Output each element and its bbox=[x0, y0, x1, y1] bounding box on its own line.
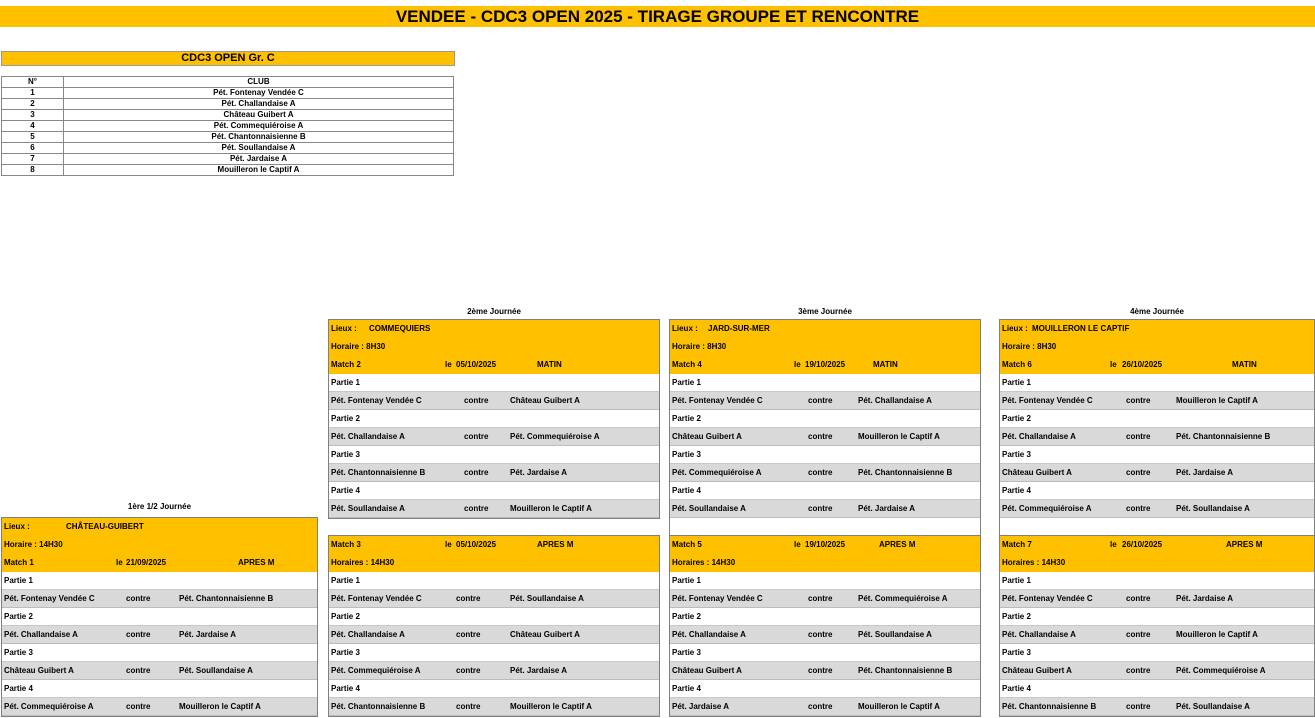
contre-label: contre bbox=[456, 702, 481, 711]
horaire-value: Horaire : 8H30 bbox=[672, 342, 727, 351]
team-b: Pét. Jardaise A bbox=[1176, 468, 1234, 477]
horaire-row bbox=[2, 536, 317, 554]
horaire-value: Horaire : 8H30 bbox=[1002, 342, 1057, 351]
club-name: Pét. Commequiéroise A bbox=[64, 121, 454, 132]
game-row bbox=[2, 698, 317, 716]
team-a: Pét. Fontenay Vendée C bbox=[331, 396, 422, 405]
partie-row bbox=[670, 446, 980, 464]
table-row bbox=[2, 121, 454, 132]
journee-2-title: 2ème Journée bbox=[467, 307, 521, 316]
team-b: Pét. Jardaise A bbox=[179, 630, 237, 639]
partie-row bbox=[670, 644, 980, 662]
lieux-label: Lieux : bbox=[672, 324, 698, 333]
club-name: Pét. Soullandaise A bbox=[64, 143, 454, 154]
game-row bbox=[670, 590, 980, 608]
team-b: Pét. Soullandaise A bbox=[179, 666, 253, 675]
partie-label: Partie 4 bbox=[331, 486, 360, 495]
horaire-value: Horaires : 14H30 bbox=[1002, 558, 1066, 567]
lieux-value: CHÂTEAU-GUIBERT bbox=[66, 522, 144, 531]
journee-2-afternoon-panel bbox=[328, 535, 660, 717]
contre-label: contre bbox=[456, 666, 481, 675]
match-date: 19/10/2025 bbox=[805, 360, 846, 369]
team-a: Pét. Chantonnaisienne B bbox=[1002, 702, 1097, 711]
game-row bbox=[670, 500, 980, 518]
table-row bbox=[2, 143, 454, 154]
game-row bbox=[670, 662, 980, 680]
match-period: APRES M bbox=[1226, 540, 1263, 549]
team-b: Mouilleron le Captif A bbox=[510, 504, 592, 513]
journee-1-panel bbox=[1, 517, 318, 717]
match-label: Match 4 bbox=[672, 360, 702, 369]
team-a: Château Guibert A bbox=[4, 666, 74, 675]
club-num: 2 bbox=[2, 99, 64, 110]
table-row bbox=[2, 110, 454, 121]
club-name: Pét. Challandaise A bbox=[64, 99, 454, 110]
match-header-row bbox=[329, 356, 659, 374]
contre-label: contre bbox=[808, 468, 833, 477]
journee-4-afternoon-panel bbox=[999, 535, 1315, 717]
partie-row bbox=[2, 608, 317, 626]
table-row bbox=[2, 165, 454, 176]
game-row bbox=[2, 626, 317, 644]
partie-row bbox=[329, 572, 659, 590]
team-b: Pét. Soullandaise A bbox=[1176, 504, 1250, 513]
match-label: Match 5 bbox=[672, 540, 702, 549]
page-title: VENDEE - CDC3 OPEN 2025 - TIRAGE GROUPE ET RENCONTRE bbox=[0, 6, 1315, 27]
lieux-row bbox=[329, 320, 659, 338]
team-a: Pét. Fontenay Vendée C bbox=[4, 594, 95, 603]
team-b: Mouilleron le Captif A bbox=[1176, 630, 1258, 639]
game-row bbox=[1000, 500, 1314, 518]
lieux-row bbox=[670, 320, 980, 338]
team-a: Pét. Challandaise A bbox=[4, 630, 78, 639]
match-header-row bbox=[670, 356, 980, 374]
partie-label: Partie 3 bbox=[4, 648, 33, 657]
club-num: 4 bbox=[2, 121, 64, 132]
match-header-row bbox=[2, 554, 317, 572]
game-row bbox=[329, 392, 659, 410]
game-row bbox=[1000, 590, 1314, 608]
team-a: Pét. Jardaise A bbox=[672, 702, 730, 711]
team-b: Pét. Challandaise A bbox=[858, 396, 932, 405]
team-b: Pét. Chantonnaisienne B bbox=[858, 666, 953, 675]
game-row bbox=[329, 590, 659, 608]
partie-row bbox=[670, 608, 980, 626]
partie-label: Partie 2 bbox=[1002, 414, 1031, 423]
contre-label: contre bbox=[1126, 666, 1151, 675]
match-period: MATIN bbox=[873, 360, 898, 369]
partie-row bbox=[670, 572, 980, 590]
team-a: Château Guibert A bbox=[1002, 666, 1072, 675]
team-a: Pét. Challandaise A bbox=[1002, 432, 1076, 441]
match-date: 26/10/2025 bbox=[1122, 540, 1163, 549]
contre-label: contre bbox=[1126, 702, 1151, 711]
club-name: Mouilleron le Captif A bbox=[64, 165, 454, 176]
team-b: Pét. Chantonnaisienne B bbox=[179, 594, 274, 603]
contre-label: contre bbox=[808, 666, 833, 675]
contre-label: contre bbox=[456, 594, 481, 603]
team-b: Mouilleron le Captif A bbox=[179, 702, 261, 711]
team-b: Pét. Chantonnaisienne B bbox=[858, 468, 953, 477]
match-date: 21/09/2025 bbox=[126, 558, 167, 567]
match-label: Match 2 bbox=[331, 360, 361, 369]
game-row bbox=[670, 464, 980, 482]
team-a: Pét. Commequiéroise A bbox=[331, 666, 421, 675]
game-row bbox=[1000, 662, 1314, 680]
horaire-value: Horaire : 14H30 bbox=[4, 540, 63, 549]
journee-3-afternoon-panel bbox=[669, 535, 981, 717]
contre-label: contre bbox=[808, 630, 833, 639]
team-b: Pét. Commequiéroise A bbox=[510, 432, 600, 441]
team-a: Pét. Commequiéroise A bbox=[672, 468, 762, 477]
contre-label: contre bbox=[456, 630, 481, 639]
le-label: le bbox=[116, 558, 123, 567]
team-b: Pét. Jardaise A bbox=[1176, 594, 1234, 603]
match-label: Match 6 bbox=[1002, 360, 1032, 369]
game-row bbox=[329, 428, 659, 446]
partie-label: Partie 3 bbox=[1002, 450, 1031, 459]
match-date: 26/10/2025 bbox=[1122, 360, 1163, 369]
lieux-label: Lieux : bbox=[4, 522, 30, 531]
team-b: Pét. Jardaise A bbox=[510, 468, 568, 477]
group-title: CDC3 OPEN Gr. C bbox=[1, 51, 455, 66]
game-row bbox=[670, 428, 980, 446]
game-row bbox=[329, 626, 659, 644]
team-a: Château Guibert A bbox=[1002, 468, 1072, 477]
team-a: Pét. Challandaise A bbox=[672, 630, 746, 639]
team-a: Pét. Soullandaise A bbox=[672, 504, 746, 513]
match-period: APRES M bbox=[238, 558, 275, 567]
partie-label: Partie 1 bbox=[4, 576, 33, 585]
team-a: Pét. Fontenay Vendée C bbox=[672, 396, 763, 405]
header-num: N° bbox=[2, 77, 64, 88]
team-a: Pét. Fontenay Vendée C bbox=[1002, 396, 1093, 405]
partie-row bbox=[1000, 374, 1314, 392]
partie-label: Partie 1 bbox=[331, 576, 360, 585]
contre-label: contre bbox=[126, 594, 151, 603]
club-num: 8 bbox=[2, 165, 64, 176]
partie-label: Partie 3 bbox=[331, 450, 360, 459]
partie-row bbox=[2, 644, 317, 662]
team-a: Pét. Fontenay Vendée C bbox=[331, 594, 422, 603]
horaire-value: Horaires : 14H30 bbox=[331, 558, 395, 567]
partie-label: Partie 2 bbox=[1002, 612, 1031, 621]
partie-label: Partie 3 bbox=[672, 450, 701, 459]
clubs-table bbox=[1, 76, 454, 176]
partie-row bbox=[1000, 680, 1314, 698]
match-period: APRES M bbox=[879, 540, 916, 549]
match-period: APRES M bbox=[537, 540, 574, 549]
partie-label: Partie 1 bbox=[1002, 576, 1031, 585]
partie-label: Partie 4 bbox=[1002, 684, 1031, 693]
match-date: 05/10/2025 bbox=[456, 360, 497, 369]
journee-4-title: 4ème Journée bbox=[1130, 307, 1184, 316]
partie-label: Partie 3 bbox=[331, 648, 360, 657]
partie-row bbox=[329, 446, 659, 464]
team-a: Pét. Commequiéroise A bbox=[4, 702, 94, 711]
le-label: le bbox=[445, 540, 452, 549]
game-row bbox=[329, 500, 659, 518]
team-a: Château Guibert A bbox=[672, 666, 742, 675]
team-b: Mouilleron le Captif A bbox=[510, 702, 592, 711]
team-b: Pét. Jardaise A bbox=[510, 666, 568, 675]
team-b: Mouilleron le Captif A bbox=[858, 702, 940, 711]
match-date: 05/10/2025 bbox=[456, 540, 497, 549]
horaire-row bbox=[670, 554, 980, 572]
table-row bbox=[2, 88, 454, 99]
journee-2-morning-panel bbox=[328, 319, 660, 519]
lieux-label: Lieux : bbox=[331, 324, 357, 333]
partie-label: Partie 2 bbox=[331, 612, 360, 621]
team-b: Pét. Soullandaise A bbox=[858, 630, 932, 639]
contre-label: contre bbox=[1126, 396, 1151, 405]
match-period: MATIN bbox=[1232, 360, 1257, 369]
club-num: 3 bbox=[2, 110, 64, 121]
horaire-value: Horaire : 8H30 bbox=[331, 342, 386, 351]
partie-row bbox=[329, 644, 659, 662]
le-label: le bbox=[1110, 360, 1117, 369]
contre-label: contre bbox=[464, 504, 489, 513]
game-row bbox=[1000, 428, 1314, 446]
match-header-row bbox=[670, 536, 980, 554]
partie-label: Partie 1 bbox=[672, 378, 701, 387]
contre-label: contre bbox=[808, 396, 833, 405]
contre-label: contre bbox=[808, 594, 833, 603]
lieux-value: JARD-SUR-MER bbox=[708, 324, 770, 333]
team-b: Château Guibert A bbox=[510, 630, 580, 639]
partie-row bbox=[670, 374, 980, 392]
club-num: 5 bbox=[2, 132, 64, 143]
partie-row bbox=[329, 608, 659, 626]
lieux-value: COMMEQUIERS bbox=[369, 324, 431, 333]
team-b: Pét. Jardaise A bbox=[858, 504, 916, 513]
partie-row bbox=[670, 680, 980, 698]
partie-label: Partie 2 bbox=[672, 414, 701, 423]
game-row bbox=[1000, 698, 1314, 716]
header-club: CLUB bbox=[64, 77, 454, 88]
game-row bbox=[670, 626, 980, 644]
match-header-row bbox=[1000, 536, 1314, 554]
team-a: Pét. Chantonnaisienne B bbox=[331, 468, 426, 477]
partie-row bbox=[329, 374, 659, 392]
journee-4-morning-panel bbox=[999, 319, 1315, 537]
contre-label: contre bbox=[808, 702, 833, 711]
team-b: Mouilleron le Captif A bbox=[858, 432, 940, 441]
contre-label: contre bbox=[1126, 630, 1151, 639]
contre-label: contre bbox=[808, 504, 833, 513]
partie-row bbox=[670, 410, 980, 428]
partie-row bbox=[1000, 410, 1314, 428]
contre-label: contre bbox=[126, 630, 151, 639]
horaire-row bbox=[329, 554, 659, 572]
horaire-row bbox=[329, 338, 659, 356]
le-label: le bbox=[445, 360, 452, 369]
partie-label: Partie 3 bbox=[1002, 648, 1031, 657]
team-b: Pét. Soullandaise A bbox=[1176, 702, 1250, 711]
match-period: MATIN bbox=[537, 360, 562, 369]
partie-label: Partie 4 bbox=[4, 684, 33, 693]
team-b: Pét. Soullandaise A bbox=[510, 594, 584, 603]
contre-label: contre bbox=[126, 702, 151, 711]
table-header-row bbox=[2, 77, 454, 88]
match-header-row bbox=[329, 536, 659, 554]
club-name: Pét. Chantonnaisienne B bbox=[64, 132, 454, 143]
partie-label: Partie 3 bbox=[672, 648, 701, 657]
journee-1-title: 1ère 1/2 Journée bbox=[127, 502, 192, 511]
partie-row bbox=[1000, 608, 1314, 626]
lieux-label: Lieux : bbox=[1002, 324, 1028, 333]
team-a: Pét. Challandaise A bbox=[1002, 630, 1076, 639]
match-header-row bbox=[1000, 356, 1314, 374]
contre-label: contre bbox=[1126, 432, 1151, 441]
partie-row bbox=[2, 572, 317, 590]
team-b: Pét. Commequiéroise A bbox=[1176, 666, 1266, 675]
game-row bbox=[1000, 626, 1314, 644]
game-row bbox=[1000, 464, 1314, 482]
match-label: Match 1 bbox=[4, 558, 34, 567]
match-date: 19/10/2025 bbox=[805, 540, 846, 549]
le-label: le bbox=[794, 540, 801, 549]
team-a: Pét. Fontenay Vendée C bbox=[672, 594, 763, 603]
le-label: le bbox=[1110, 540, 1117, 549]
journee-3-title: 3ème Journée bbox=[798, 307, 852, 316]
team-a: Pét. Chantonnaisienne B bbox=[331, 702, 426, 711]
spacer-row bbox=[1000, 518, 1314, 536]
club-num: 6 bbox=[2, 143, 64, 154]
game-row bbox=[329, 662, 659, 680]
team-b: Château Guibert A bbox=[510, 396, 580, 405]
partie-label: Partie 2 bbox=[672, 612, 701, 621]
partie-label: Partie 2 bbox=[4, 612, 33, 621]
partie-label: Partie 2 bbox=[331, 414, 360, 423]
partie-row bbox=[329, 410, 659, 428]
team-a: Pét. Fontenay Vendée C bbox=[1002, 594, 1093, 603]
team-a: Pét. Challandaise A bbox=[331, 630, 405, 639]
game-row bbox=[670, 392, 980, 410]
horaire-row bbox=[1000, 338, 1314, 356]
team-a: Pét. Soullandaise A bbox=[331, 504, 405, 513]
team-b: Mouilleron le Captif A bbox=[1176, 396, 1258, 405]
table-row bbox=[2, 154, 454, 165]
contre-label: contre bbox=[126, 666, 151, 675]
partie-label: Partie 1 bbox=[1002, 378, 1031, 387]
contre-label: contre bbox=[464, 468, 489, 477]
partie-label: Partie 4 bbox=[331, 684, 360, 693]
club-name: Pét. Jardaise A bbox=[64, 154, 454, 165]
partie-row bbox=[329, 680, 659, 698]
contre-label: contre bbox=[1126, 504, 1151, 513]
club-name: Pét. Fontenay Vendée C bbox=[64, 88, 454, 99]
le-label: le bbox=[794, 360, 801, 369]
match-label: Match 3 bbox=[331, 540, 361, 549]
partie-row bbox=[2, 680, 317, 698]
partie-label: Partie 4 bbox=[672, 486, 701, 495]
game-row bbox=[329, 698, 659, 716]
partie-row bbox=[670, 482, 980, 500]
partie-label: Partie 4 bbox=[1002, 486, 1031, 495]
contre-label: contre bbox=[808, 432, 833, 441]
club-num: 7 bbox=[2, 154, 64, 165]
team-b: Pét. Commequiéroise A bbox=[858, 594, 948, 603]
lieux-row bbox=[2, 518, 317, 536]
contre-label: contre bbox=[464, 432, 489, 441]
club-name: Château Guibert A bbox=[64, 110, 454, 121]
partie-row bbox=[1000, 446, 1314, 464]
partie-row bbox=[329, 482, 659, 500]
contre-label: contre bbox=[1126, 594, 1151, 603]
partie-label: Partie 1 bbox=[331, 378, 360, 387]
partie-row bbox=[1000, 644, 1314, 662]
partie-label: Partie 1 bbox=[672, 576, 701, 585]
partie-row bbox=[1000, 482, 1314, 500]
lieux-row bbox=[1000, 320, 1314, 338]
lieux-value: MOUILLERON LE CAPTIF bbox=[1032, 324, 1130, 333]
contre-label: contre bbox=[1126, 468, 1151, 477]
table-row bbox=[2, 132, 454, 143]
team-a: Pét. Challandaise A bbox=[331, 432, 405, 441]
spacer-row bbox=[670, 518, 980, 536]
contre-label: contre bbox=[464, 396, 489, 405]
match-label: Match 7 bbox=[1002, 540, 1032, 549]
game-row bbox=[329, 464, 659, 482]
team-a: Pét. Commequiéroise A bbox=[1002, 504, 1092, 513]
partie-row bbox=[1000, 572, 1314, 590]
game-row bbox=[670, 698, 980, 716]
horaire-row bbox=[670, 338, 980, 356]
journee-3-morning-panel bbox=[669, 319, 981, 537]
game-row bbox=[2, 662, 317, 680]
horaire-row bbox=[1000, 554, 1314, 572]
team-b: Pét. Chantonnaisienne B bbox=[1176, 432, 1271, 441]
club-num: 1 bbox=[2, 88, 64, 99]
team-a: Château Guibert A bbox=[672, 432, 742, 441]
horaire-value: Horaires : 14H30 bbox=[672, 558, 736, 567]
partie-label: Partie 4 bbox=[672, 684, 701, 693]
game-row bbox=[2, 590, 317, 608]
table-row bbox=[2, 99, 454, 110]
game-row bbox=[1000, 392, 1314, 410]
